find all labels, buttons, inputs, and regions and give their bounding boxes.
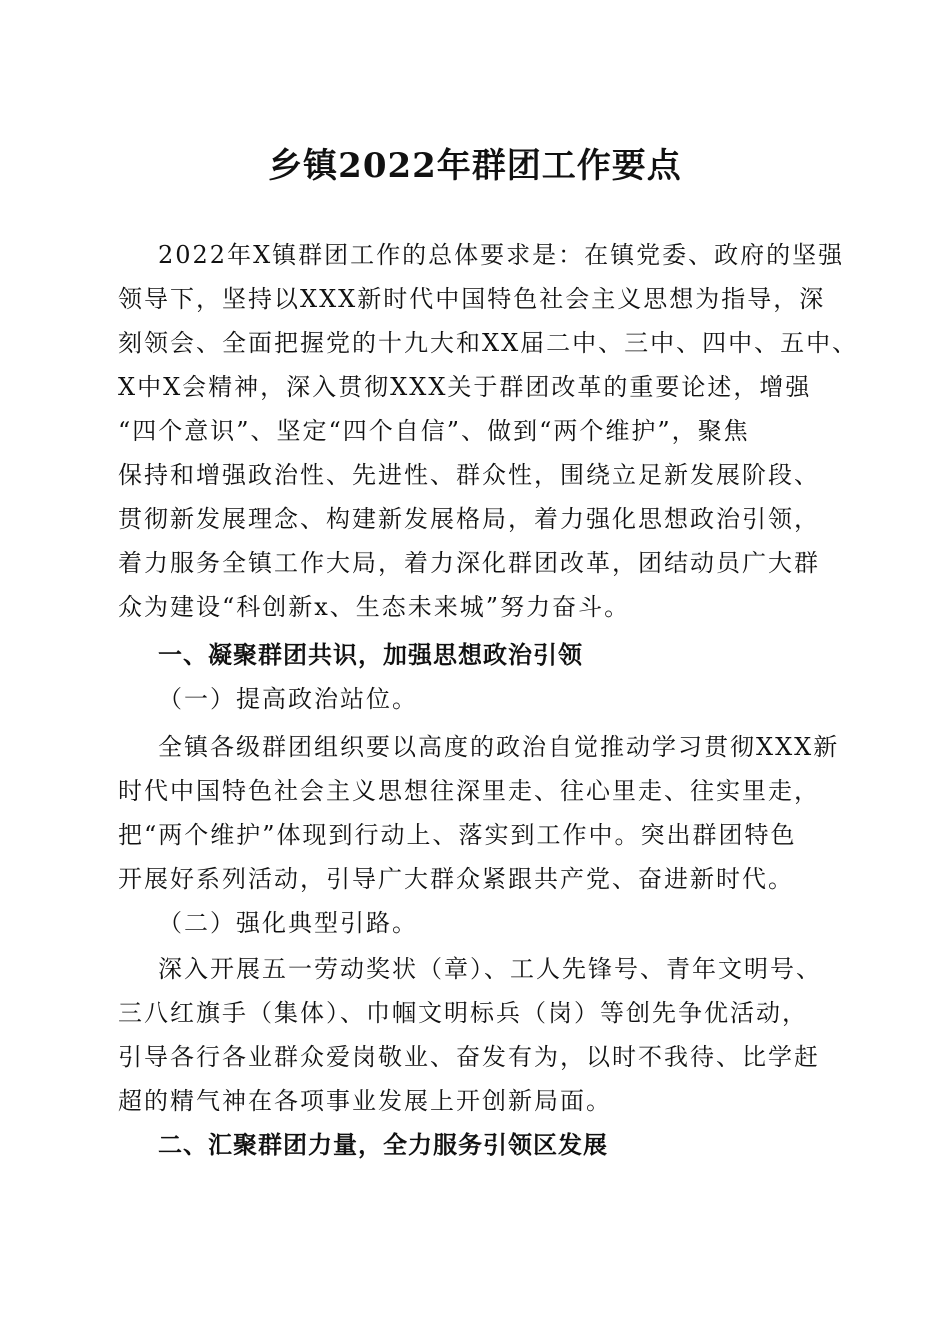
intro-line: 刻领会、全面把握党的十九大和XX届二中、三中、四中、五中、 [118,329,859,357]
subsection-heading: （一）提高政治站位。 [158,685,418,713]
intro-line: “四个意识”、坚定“四个自信”、做到“两个维护”，聚焦 [118,417,750,445]
intro-line: 领导下，坚持以XXX新时代中国特色社会主义思想为指导，深 [118,285,826,313]
section-heading: 一、凝聚群团共识，加强思想政治引领 [158,641,583,669]
document-title: 乡镇2022年群团工作要点 [268,146,682,186]
section-heading: 二、汇聚群团力量，全力服务引领区发展 [158,1131,608,1159]
intro-line: 保持和增强政治性、先进性、群众性，围绕立足新发展阶段、 [118,461,820,489]
body-line: 把“两个维护”体现到行动上、落实到工作中。突出群团特色 [118,821,797,849]
body-line: 深入开展五一劳动奖状（章）、工人先锋号、青年文明号、 [158,955,822,983]
subsection-heading: （二）强化典型引路。 [158,909,418,937]
body-line: 开展好系列活动，引导广大群众紧跟共产党、奋进新时代。 [118,865,794,893]
intro-line: 众为建设“科创新x、生态未来城”努力奋斗。 [118,593,631,621]
body-line: 全镇各级群团组织要以高度的政治自觉推动学习贯彻XXX新 [158,733,840,761]
body-line: 时代中国特色社会主义思想往深里走、往心里走、往实里走， [118,777,820,805]
intro-line: 2022年X镇群团工作的总体要求是：在镇党委、政府的坚强 [158,241,845,269]
body-line: 三八红旗手（集体）、巾帼文明标兵（岗）等创先争优活动， [118,999,808,1027]
intro-line: 贯彻新发展理念、构建新发展格局，着力强化思想政治引领， [118,505,820,533]
body-line: 引导各行各业群众爱岗敬业、奋发有为，以时不我待、比学赶 [118,1043,820,1071]
intro-line: 着力服务全镇工作大局，着力深化群团改革，团结动员广大群 [118,549,820,577]
body-line: 超的精气神在各项事业发展上开创新局面。 [118,1087,612,1115]
intro-line: X中X会精神，深入贯彻XXX关于群团改革的重要论述，增强 [118,373,812,401]
